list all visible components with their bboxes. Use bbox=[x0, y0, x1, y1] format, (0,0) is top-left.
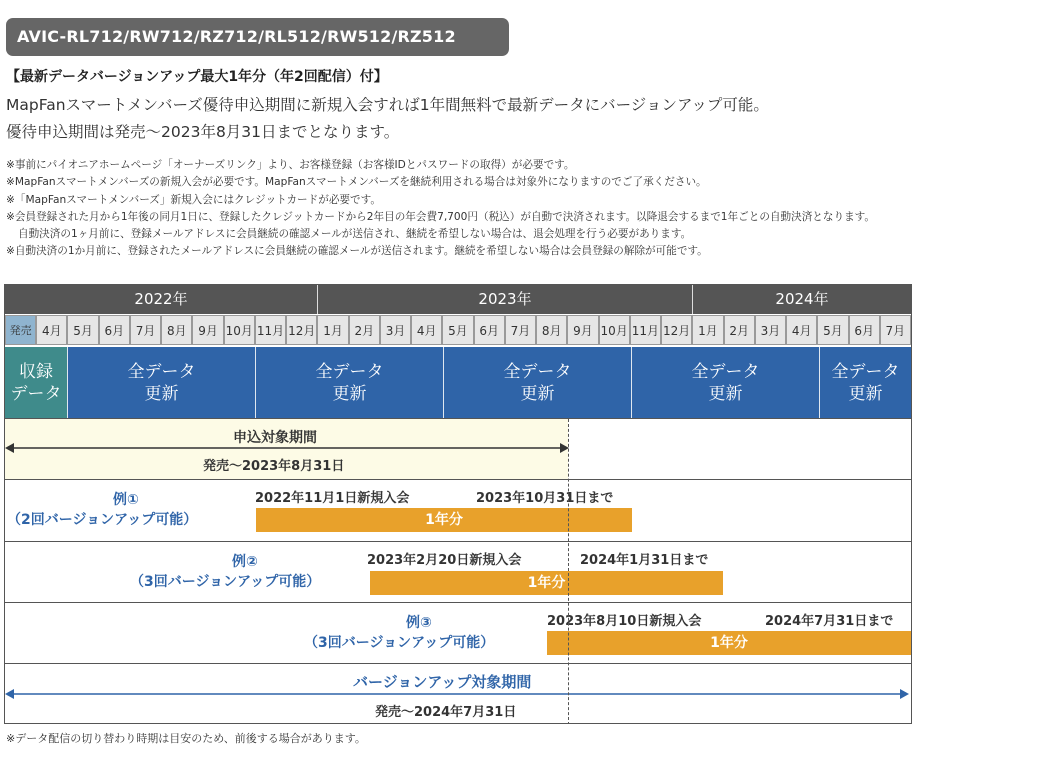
month-cell: 9月 bbox=[567, 315, 598, 345]
version-period-arrow bbox=[5, 687, 911, 701]
note: ※事前にパイオニアホームページ「オーナーズリンク」より、お客様登録（お客様IDとパスワードの取得）が必要です。 bbox=[6, 159, 575, 171]
example-3-title: 例③ bbox=[406, 615, 432, 631]
month-cell: 6月 bbox=[99, 315, 130, 345]
recorded-data-cell bbox=[5, 347, 68, 418]
example-1-bar: 1年分 bbox=[256, 508, 632, 532]
update-label: 全データ 更新 bbox=[503, 361, 572, 404]
example-3-start: 2023年8月10日新規入会 bbox=[547, 614, 702, 629]
update-label: 収録 データ bbox=[10, 361, 62, 404]
example-3-end: 2024年7月31日まで bbox=[765, 614, 894, 629]
year-2022: 2022年 bbox=[5, 285, 318, 314]
month-cell: 11月 bbox=[255, 315, 286, 345]
example-2-bar: 1年分 bbox=[370, 571, 723, 595]
application-period-range: 発売～2023年8月31日 bbox=[203, 459, 345, 474]
example-2-start: 2023年2月20日新規入会 bbox=[367, 553, 522, 568]
application-period-title: 申込対象期間 bbox=[233, 430, 317, 446]
intro-line-1: MapFanスマートメンバーズ優待申込期間に新規入会すれば1年間無料で最新データにバージョンアップ可能。 bbox=[6, 96, 769, 114]
month-cell: 5月 bbox=[817, 315, 848, 345]
update-cell bbox=[632, 347, 820, 418]
year-2024: 2024年 bbox=[693, 285, 911, 314]
model-title-badge: AVIC-RL712/RW712/RZ712/RL512/RW512/RZ512 bbox=[6, 18, 509, 56]
update-label: 全データ 更新 bbox=[691, 361, 760, 404]
month-cell: 10月 bbox=[224, 315, 255, 345]
intro-line-2: 優待申込期間は発売～2023年8月31日までとなります。 bbox=[6, 123, 400, 141]
month-cell: 3月 bbox=[380, 315, 411, 345]
update-cell bbox=[820, 347, 911, 418]
month-cell: 1月 bbox=[692, 315, 723, 345]
month-cell: 5月 bbox=[442, 315, 473, 345]
month-cell: 2月 bbox=[724, 315, 755, 345]
version-period-range: 発売～2024年7月31日 bbox=[375, 705, 517, 720]
example-1-start: 2022年11月1日新規入会 bbox=[255, 491, 410, 506]
example-2-title: 例② bbox=[232, 554, 258, 570]
example-1-end: 2023年10月31日まで bbox=[476, 491, 614, 506]
month-cell: 11月 bbox=[630, 315, 661, 345]
note: 自動決済の1ヶ月前に、登録メールアドレスに会員継続の確認メールが送信され、継続を希望しない場合は、退会処理を行う必要があります。 bbox=[18, 228, 692, 241]
update-cell bbox=[68, 347, 256, 418]
update-cell bbox=[444, 347, 632, 418]
month-cell: 1月 bbox=[317, 315, 348, 345]
note: ※会員登録された月から1年後の同月1日に、登録したクレジットカードから2年目の年会費7,700円（税込）が自動で決済されます。以降退会するまで1年ごとの自動決済となります。 bbox=[6, 210, 876, 223]
month-cell: 9月 bbox=[192, 315, 223, 345]
application-period-arrow bbox=[5, 441, 571, 455]
example-3-bar: 1年分 bbox=[547, 631, 911, 655]
cutoff-dashed-line bbox=[568, 419, 569, 724]
update-cell bbox=[256, 347, 444, 418]
example-2-subtitle: （3回バージョンアップ可能） bbox=[130, 574, 321, 590]
update-label: 全データ 更新 bbox=[831, 361, 900, 404]
month-cell: 8月 bbox=[536, 315, 567, 345]
month-cell: 7月 bbox=[505, 315, 536, 345]
month-cell: 2月 bbox=[349, 315, 380, 345]
month-cell: 発売 bbox=[5, 315, 36, 345]
example-2-end: 2024年1月31日まで bbox=[580, 553, 709, 568]
month-cell: 6月 bbox=[849, 315, 880, 345]
update-label: 全データ 更新 bbox=[315, 361, 384, 404]
example-3-subtitle: （3回バージョンアップ可能） bbox=[304, 635, 495, 651]
example-1-subtitle: （2回バージョンアップ可能） bbox=[7, 512, 198, 528]
note: ※MapFanスマートメンバーズの新規入会が必要です。MapFanスマートメンバーズを継続利用される場合は対象外になりますのでご了承ください。 bbox=[6, 176, 707, 189]
notes-list bbox=[6, 157, 875, 261]
update-label: 全データ 更新 bbox=[127, 361, 196, 404]
month-cell: 10月 bbox=[599, 315, 630, 345]
month-cell: 4月 bbox=[36, 315, 67, 345]
note: ※「MapFanスマートメンバーズ」新規入会にはクレジットカードが必要です。 bbox=[6, 193, 381, 206]
month-cell: 4月 bbox=[786, 315, 817, 345]
timeline-chart bbox=[4, 284, 912, 724]
month-cell: 5月 bbox=[67, 315, 98, 345]
month-cell: 3月 bbox=[755, 315, 786, 345]
month-cell: 6月 bbox=[474, 315, 505, 345]
month-cell: 7月 bbox=[880, 315, 911, 345]
month-cell: 7月 bbox=[130, 315, 161, 345]
subheading: 【最新データバージョンアップ最大1年分（年2回配信）付】 bbox=[6, 69, 388, 85]
month-cell: 8月 bbox=[161, 315, 192, 345]
footnote: ※データ配信の切り替わり時期は目安のため、前後する場合があります。 bbox=[6, 732, 366, 745]
year-2023: 2023年 bbox=[318, 285, 693, 314]
example-1-title: 例① bbox=[113, 492, 139, 508]
version-period-title: バージョンアップ対象期間 bbox=[353, 673, 532, 691]
month-cell: 12月 bbox=[286, 315, 317, 345]
month-cell: 4月 bbox=[411, 315, 442, 345]
month-cell: 12月 bbox=[661, 315, 692, 345]
note: ※自動決済の1か月前に、登録されたメールアドレスに会員継続の確認メールが送信されます。継続を希望しない場合は会員登録の解除が可能です。 bbox=[6, 245, 708, 258]
